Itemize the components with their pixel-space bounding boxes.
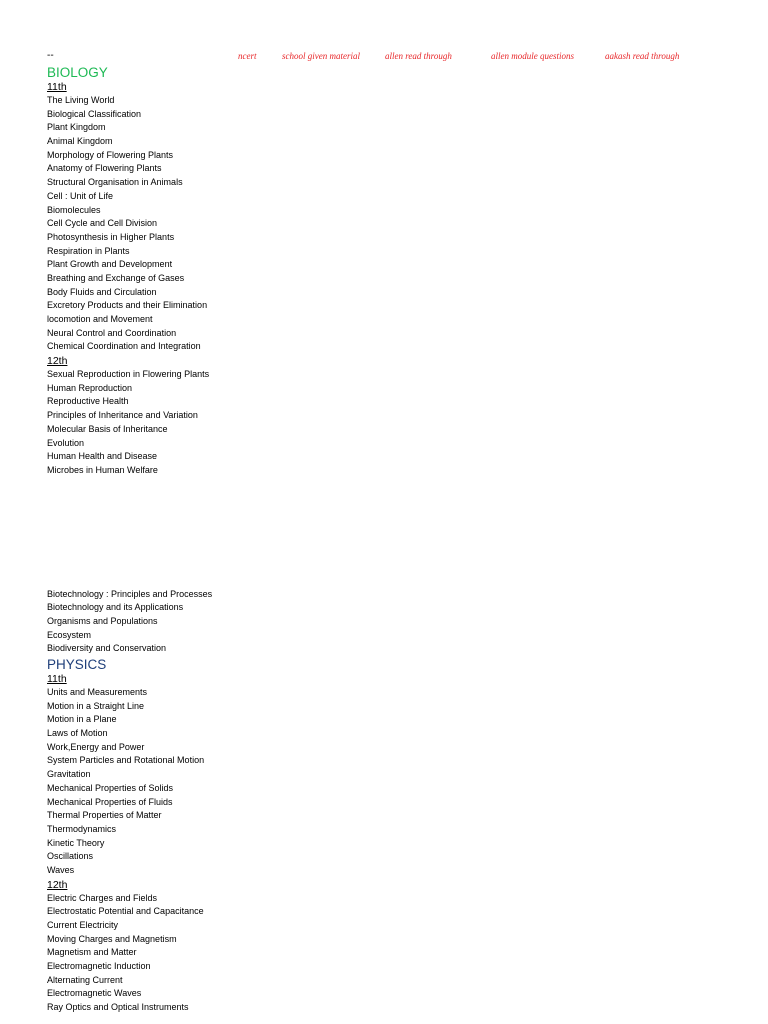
topic-item: Chemical Coordination and Integration <box>47 341 201 352</box>
physics-12-topic-list <box>47 892 347 1015</box>
topic-item: Ray Optics and Optical Instruments <box>47 1002 189 1013</box>
topic-item: Current Electricity <box>47 920 119 930</box>
topic-item: Excretory Products and their Elimination <box>47 300 208 311</box>
topic-item: Body Fluids and Circulation <box>47 286 157 297</box>
topic-item: Neural Control and Coordination <box>47 327 177 338</box>
topic-item: Oscillations <box>47 851 94 862</box>
topic-item: Magnetism and Matter <box>47 947 137 958</box>
topic-item: System Particles and Rotational Motion <box>47 755 205 766</box>
topic-item: Electromagnetic Induction <box>47 961 151 972</box>
topic-item: Breathing and Exchange of Gases <box>47 272 185 283</box>
topic-item: Ecosystem <box>47 629 92 640</box>
column-header-allen-module: allen module questions <box>491 51 574 61</box>
topic-item: Cell Cycle and Cell Division <box>47 218 158 229</box>
topic-item: The Living World <box>47 95 115 105</box>
column-header-aakash-read: aakash read through <box>605 51 680 61</box>
topic-item: Organisms and Populations <box>47 615 158 626</box>
topic-item: Principles of Inheritance and Variation <box>47 410 198 421</box>
topic-item: Units and Measurements <box>47 687 148 697</box>
topic-item: Work,Energy and Power <box>47 741 145 752</box>
topic-item: Electrostatic Potential and Capacitance <box>47 906 204 917</box>
topic-item: Photosynthesis in Higher Plants <box>47 231 175 242</box>
syllabus-list <box>47 49 347 1015</box>
topic-item: Microbes in Human Welfare <box>47 464 158 475</box>
topic-item: Electromagnetic Waves <box>47 988 142 999</box>
topic-item: Respiration in Plants <box>47 245 130 256</box>
topic-item: Kinetic Theory <box>47 837 105 848</box>
physics-section-title: PHYSICS <box>47 657 107 672</box>
topic-item: Thermal Properties of Matter <box>47 810 162 821</box>
topic-item: Biotechnology : Principles and Processes <box>47 588 213 599</box>
topic-item: Mechanical Properties of Solids <box>47 782 174 793</box>
column-header-ncert: ncert <box>238 51 257 61</box>
topic-item: Animal Kingdom <box>47 136 113 147</box>
biology-11-topic-list <box>47 94 347 354</box>
topic-item: Motion in a Straight Line <box>47 700 145 711</box>
topic-item: Moving Charges and Magnetism <box>47 933 177 944</box>
topic-item: Biomolecules <box>47 204 101 215</box>
topic-item: Morphology of Flowering Plants <box>47 149 174 160</box>
topic-item: locomotion and Movement <box>47 314 153 324</box>
blank-space <box>47 478 347 588</box>
biology-section-title: BIOLOGY <box>47 65 108 80</box>
topic-item: Mechanical Properties of Fluids <box>47 796 173 807</box>
topic-item: Plant Kingdom <box>47 122 106 133</box>
topic-item: Molecular Basis of Inheritance <box>47 423 168 434</box>
topic-item: Evolution <box>47 437 85 448</box>
column-header-allen-read: allen read through <box>385 51 452 61</box>
physics-grade-11-heading: 11th <box>47 673 67 685</box>
topic-item: Human Reproduction <box>47 382 133 393</box>
biology-12-topic-list <box>47 368 347 478</box>
biology-grade-11-heading: 11th <box>47 81 67 93</box>
topic-item: Thermodynamics <box>47 823 117 834</box>
topic-item: Structural Organisation in Animals <box>47 177 183 188</box>
biology-grade-12-heading: 12th <box>47 355 68 368</box>
topic-item: Electric Charges and Fields <box>47 892 158 903</box>
topic-item: Biodiversity and Conservation <box>47 643 167 654</box>
topic-item: Biological Classification <box>47 108 142 119</box>
dash-marker: -- <box>47 50 54 61</box>
topic-item: Human Health and Disease <box>47 451 158 462</box>
topic-item: Motion in a Plane <box>47 714 117 725</box>
column-header-school-material: school given material <box>282 51 360 61</box>
topic-item: Anatomy of Flowering Plants <box>47 163 162 174</box>
topic-item: Gravitation <box>47 769 91 780</box>
topic-item: Alternating Current <box>47 974 123 985</box>
biology-12-topic-list-continued <box>47 588 347 656</box>
topic-item: Reproductive Health <box>47 396 129 407</box>
topic-item: Cell : Unit of Life <box>47 190 114 201</box>
topic-item: Plant Growth and Development <box>47 259 173 270</box>
physics-11-topic-list <box>47 686 347 878</box>
topic-item: Biotechnology and its Applications <box>47 602 184 613</box>
physics-grade-12-heading: 12th <box>47 878 68 891</box>
topic-item: Waves <box>47 864 75 875</box>
topic-item: Sexual Reproduction in Flowering Plants <box>47 369 210 380</box>
topic-item: Laws of Motion <box>47 728 108 739</box>
